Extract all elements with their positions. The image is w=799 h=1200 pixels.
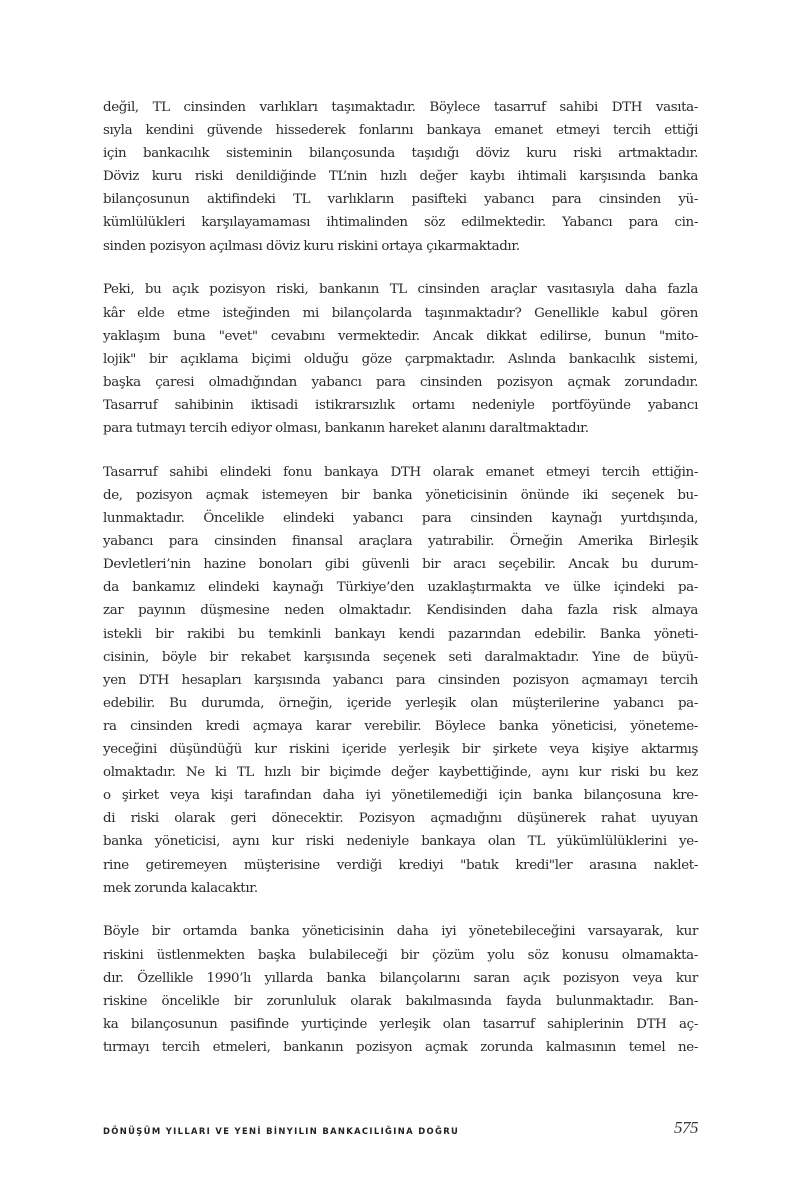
- text-line: da bankamız elindeki kaynağı Türkiye’den uzaklaştırmakta ve ülke içindeki pa-: [103, 580, 698, 596]
- text-line: bilançosunun aktifindeki TL varlıkların pasifteki yabancı para cinsinden yü-: [103, 192, 698, 208]
- text-line: riskini üstlenmekten başka bulabileceği bir çözüm yolu söz konusu olmamakta-: [103, 947, 698, 963]
- text-line: Döviz kuru riski denildiğinde TL’nin hızlı değer kaybı ihtimali karşısında banka: [103, 169, 698, 185]
- text-line: di riski olarak geri dönecektir. Pozisyon açmadığını düşünerek rahat uyuyan: [103, 811, 698, 827]
- text-line: lunmaktadır. Öncelikle elindeki yabancı para cinsinden kaynağı yurtdışında,: [103, 511, 698, 527]
- paragraph-3: [103, 461, 698, 900]
- text-line: riskine öncelikle bir zorunluluk olarak bakılmasında fayda bulunmaktadır. Ban-: [103, 993, 698, 1009]
- text-line: istekli bir rakibi bu temkinli bankayı kendi pazarından edebilir. Banka yöneti-: [103, 626, 698, 642]
- text-line: kâr elde etme isteğinden mi bilançolarda taşınmaktadır? Genellikle kabul gören: [103, 305, 698, 321]
- text-line: tırmayı tercih etmeleri, bankanın pozisyon açmak zorunda kalmasının temel ne-: [103, 1039, 698, 1055]
- text-line: olmaktadır. Ne ki TL hızlı bir biçimde değer kaybettiğinde, aynı kur riski bu kez: [103, 765, 698, 781]
- text-line: için bankacılık sisteminin bilançosunda taşıdığı döviz kuru riski artmaktadır.: [103, 146, 698, 162]
- paragraph-2: [103, 278, 698, 440]
- text-line: başka çaresi olmadığından yabancı para cinsinden pozisyon açmak zorundadır.: [103, 374, 698, 390]
- text-line: banka yöneticisi, aynı kur riski nedeniyle bankaya olan TL yükümlülüklerini ye-: [103, 834, 698, 850]
- text-line: yen DTH hesapları karşısında yabancı para cinsinden pozisyon açmamayı tercih: [103, 672, 698, 688]
- text-line: Tasarruf sahibi elindeki fonu bankaya DTH olarak emanet etmeyi tercih ettiğin-: [103, 464, 698, 480]
- page-number: 575: [674, 1118, 698, 1137]
- text-line: Devletleri’nin hazine bonoları gibi güvenli bir aracı seçebilir. Ancak bu durum-: [103, 557, 698, 573]
- text-line: zar payının düşmesine neden olmaktadır. Kendisinden daha fazla risk almaya: [103, 603, 698, 619]
- text-line: yaklaşım buna "evet" cevabını vermektedir. Ancak dikkat edilirse, bunun "mito-: [103, 328, 698, 344]
- text-line: Böyle bir ortamda banka yöneticisinin daha iyi yönetebileceğini varsayarak, kur: [103, 924, 698, 940]
- paragraph-1: [103, 96, 698, 258]
- running-title: DÖNÜŞÜM YILLARI VE YENİ BİNYILIN BANKACILIĞINA DOĞRU: [103, 1126, 460, 1136]
- text-line: edebilir. Bu durumda, örneğin, içeride yerleşik olan müşterilerine yabancı pa-: [103, 695, 698, 711]
- page-footer: [103, 1118, 698, 1152]
- page-body: [103, 96, 698, 1080]
- text-line: mek zorunda kalacaktır.: [103, 880, 258, 896]
- text-line: dır. Özellikle 1990’lı yıllarda banka bilançolarını saran açık pozisyon veya kur: [103, 970, 698, 986]
- text-line: lojik" bir açıklama biçimi olduğu göze çarpmaktadır. Aslında bankacılık sistemi,: [103, 351, 698, 367]
- text-line: sinden pozisyon açılması döviz kuru riskini ortaya çıkarmaktadır.: [103, 238, 520, 254]
- text-line: Tasarruf sahibinin iktisadi istikrarsızlık ortamı nedeniyle portföyünde yabancı: [103, 397, 698, 413]
- text-line: ka bilançosunun pasifinde yurtiçinde yerleşik olan tasarruf sahiplerinin DTH aç-: [103, 1016, 698, 1032]
- text-line: Peki, bu açık pozisyon riski, bankanın TL cinsinden araçlar vasıtasıyla daha fazla: [103, 282, 698, 298]
- paragraph-4: [103, 920, 698, 1059]
- text-line: cisinin, böyle bir rekabet karşısında seçenek seti daralmaktadır. Yine de büyü-: [103, 649, 698, 665]
- text-line: ra cinsinden kredi açmaya karar verebilir. Böylece banka yöneticisi, yöneteme-: [103, 718, 698, 734]
- text-line: yeceğini düşündüğü kur riskini içeride yerleşik bir şirkete veya kişiye aktarmış: [103, 742, 698, 758]
- text-line: yabancı para cinsinden finansal araçlara yatırabilir. Örneğin Amerika Birleşik: [103, 534, 698, 550]
- text-line: değil, TL cinsinden varlıkları taşımaktadır. Böylece tasarruf sahibi DTH vasıta-: [103, 100, 698, 115]
- text-line: o şirket veya kişi tarafından daha iyi yönetilemediği için banka bilançosuna kre-: [103, 788, 698, 804]
- text-line: kümlülükleri karşılayamaması ihtimalinden söz edilmektedir. Yabancı para cin-: [103, 215, 698, 231]
- text-line: rine getiremeyen müşterisine verdiği krediyi "batık kredi"ler arasına naklet-: [103, 857, 698, 873]
- text-line: para tutmayı tercih ediyor olması, bankanın hareket alanını daraltmaktadır.: [103, 421, 589, 437]
- text-line: de, pozisyon açmak istemeyen bir banka yöneticisinin önünde iki seçenek bu-: [103, 488, 698, 503]
- text-line: sıyla kendini güvende hissederek fonlarını bankaya emanet etmeyi tercih ettiği: [103, 123, 698, 139]
